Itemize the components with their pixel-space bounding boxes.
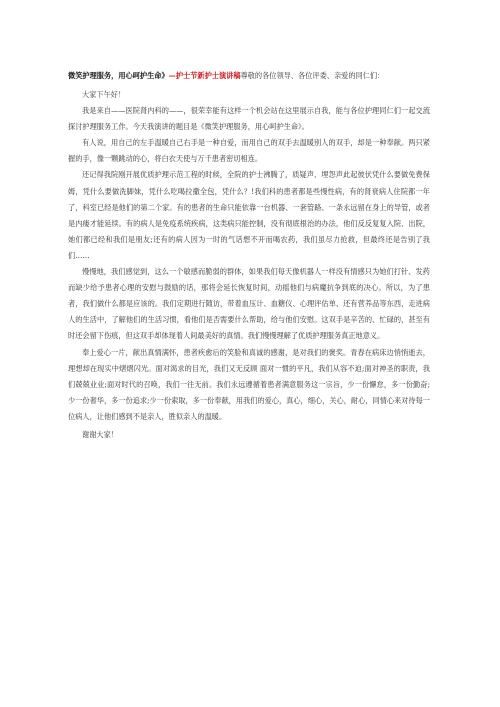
document-title bbox=[68, 70, 430, 81]
paragraph-memory: 还记得我院刚开展优质护理示范工程的时候，全院的护士沸腾了，质疑声、埋怨声此起彼伏凭什么要做免费保姆，凭什么要做洗脚妹，凭什么吃喝拉撒全包，凭什么？!我们科的患者都是些慢性病，有的肾衰病人住院都一年了，科室已经是他们的第二个家。有的患者的生命只能依靠一台机器、一套管路、一条永远留在身上的导管，或者是内瘘才能延续。有的病人是免疫系统疾病，这类病只能控制，没有彻底根治的办法，他们反反复复入院、出院，她们都已经和我们是朋友;还有的病人因为一时的气话想不开而喝农药，我们虽尽力抢救，但最终还是告别了我们…… bbox=[68, 170, 430, 260]
title-rest: 尊敬的各位领导、各位评委、亲爱的同仁们： bbox=[240, 71, 385, 80]
paragraph-hands: 有人说，用自己的左手温暖自己右手是一种自爱，而用自己的双手去温暖别人的双手，却是一种奉献。两只紧握的手，像一颗跳动的心，将白衣天使与万千患者密切相连。 bbox=[68, 138, 430, 164]
title-lead: 微笑护理服务，用心呵护生命》 bbox=[68, 71, 169, 80]
paragraph-dedication: 奉上爱心一片，献出真情满怀，患者疾愈后的笑脸和真诚的感谢，是对我们的褒奖。青春在病床边悄悄逝去，理想却在现实中熠熠闪光。面对渴求的目光，我们又无反顾 面对一惯的平凡，我们从容不迫;面对神圣的职责，我们兢兢业业;面对时代的召唤，我们一往无前。我们永远遵循着患者满意服务这一宗旨，少一份懈怠，多一份勤奋;少一份奢华，多一份追求;少一份索取，多一份奉献，用我们的爱心，真心，细心，关心，耐心，同情心来对待每一位病人，让他们感到不是亲人，胜似亲人的温暖。 bbox=[68, 347, 430, 421]
greeting: 大家下午好！ bbox=[82, 90, 126, 99]
paragraph-understanding: 慢慢地，我们感觉到，这么一个敏感而脆弱的群体，如果我们每天像机器人一样没有情感只为她们打针、发药而缺少给予患者心理的安慰与鼓励的话，那将会延长恢复时间，动摇他们与病魔抗争到底的决心。所以，为了患者，我们做什么都是应该的。我们定期进行随访，带着血压计、血糖仪、心理评估单、还有营养品等东西，走进病人的生活中，了解他们的生活习惯，看他们是否需要什么帮助，给与他们安慰。这双手是辛苦的、忙碌的，甚至有时还会留下伤痕，但这双手却体现着人间最美好的真情。我们慢慢理解了优质护理服务真正地意义。 bbox=[68, 267, 430, 341]
title-red-highlight: —护士节新护士演讲稿 bbox=[168, 71, 241, 80]
closing-thanks: 谢谢大家！ bbox=[82, 429, 118, 439]
paragraph-intro: 我是来自——医院肾内科的——，很荣幸能有这样一个机会站在这里展示自我，能与各位护理同仁们一起交流探讨护理服务工作。今天我演讲的题目是《微笑护理服务，用心呵护生命》。 bbox=[68, 106, 430, 132]
